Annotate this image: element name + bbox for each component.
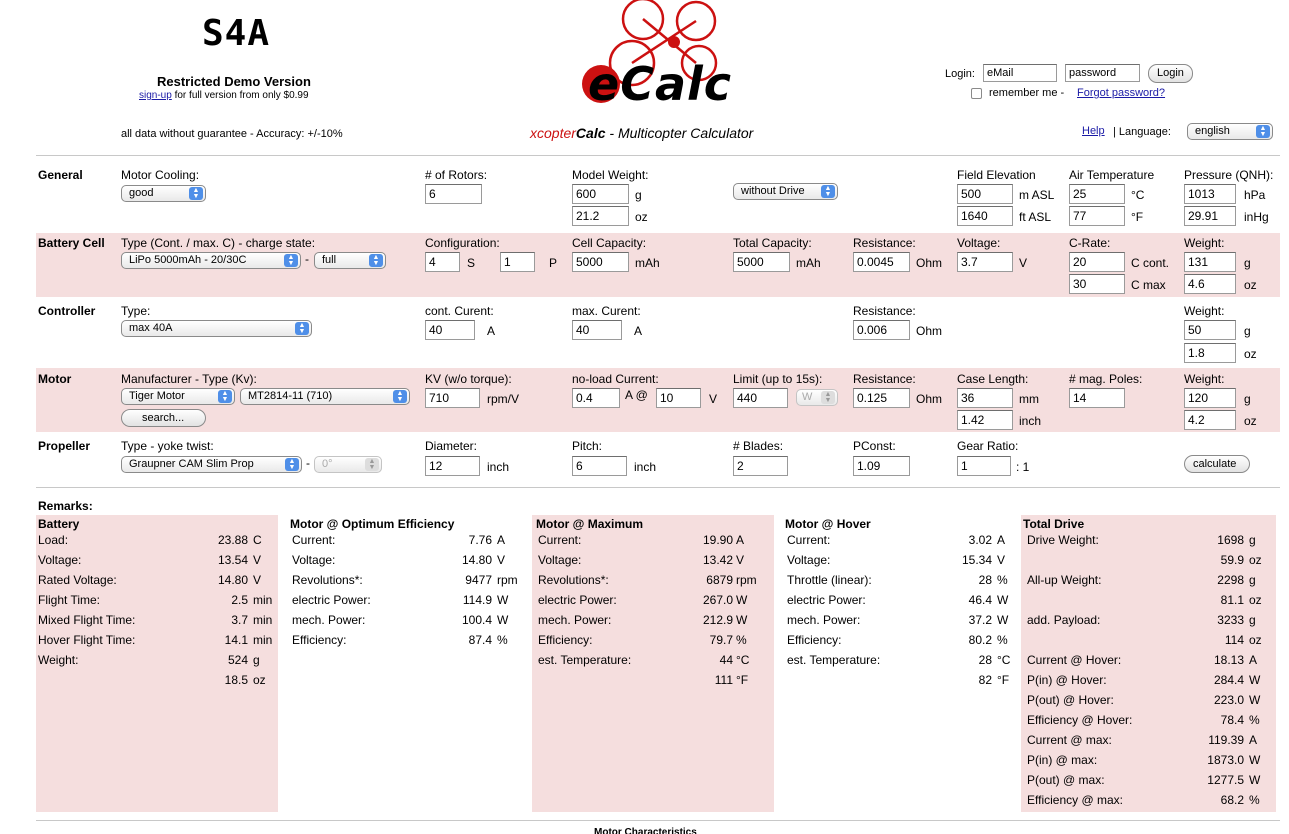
result-value: 14.80 (217, 573, 248, 587)
unit-oz: oz (635, 210, 648, 224)
cell-capacity-label: Cell Capacity: (572, 236, 647, 250)
language-select[interactable]: english ▲ ▼ (1187, 123, 1273, 140)
result-label: electric Power: (292, 593, 371, 607)
dash: - (306, 456, 310, 470)
prop-type-select[interactable]: Graupner CAM Slim Prop ▲ ▼ (121, 456, 302, 473)
result-value: 13.54 (217, 553, 248, 567)
result-unit: A (1249, 733, 1258, 747)
result-value: 114 (1224, 633, 1244, 647)
result-unit: oz (1249, 633, 1262, 647)
result-label: Load: (38, 533, 69, 547)
no-load-current-label: no-load Current: (572, 372, 659, 386)
result-label: mech. Power: (292, 613, 366, 627)
result-label: Voltage: (38, 553, 82, 567)
air-temperature-label: Air Temperature (1069, 168, 1155, 182)
result-value: 3.7 (231, 613, 248, 627)
result-unit: W (736, 593, 748, 607)
gear-ratio-label: Gear Ratio: (957, 439, 1019, 453)
result-unit: A (497, 533, 506, 547)
unit-mah: mAh (635, 256, 660, 270)
unit-mah-total: mAh (796, 256, 821, 270)
battery-weight-g-input[interactable]: 131 (1184, 252, 1236, 272)
result-label: Throttle (linear): (787, 573, 872, 587)
result-value: 111 (714, 673, 733, 687)
unit-a: A (487, 324, 496, 338)
battery-voltage-input[interactable]: 3.7 (957, 252, 1013, 272)
unit-inch: inch (487, 460, 510, 474)
chevron-updown-icon: ▲ ▼ (1256, 125, 1270, 138)
result-unit: oz (1249, 593, 1262, 607)
chevron-updown-icon: ▲ ▼ (821, 391, 835, 404)
battery-weight-oz-input[interactable]: 4.6 (1184, 274, 1236, 294)
case-length-label: Case Length: (957, 372, 1029, 386)
result-unit: % (997, 573, 1008, 587)
battery-resistance-label: Resistance: (853, 236, 916, 250)
result-value: 28 (978, 653, 992, 667)
result-label: P(out) @ Hover: (1027, 693, 1114, 707)
kv-label: KV (w/o torque): (425, 372, 512, 386)
result-unit: rpm (497, 573, 518, 587)
battery-results-title: Battery (38, 517, 80, 531)
section-label-motor: Motor (38, 372, 72, 386)
result-value: 1698 (1217, 533, 1244, 547)
result-value: 23.88 (217, 533, 248, 547)
result-value: 81.1 (1220, 593, 1244, 607)
unit-v: V (1019, 256, 1028, 270)
result-unit: g (253, 653, 260, 667)
diameter-input[interactable]: 12 (425, 456, 480, 476)
result-value: 6879 (706, 573, 733, 587)
signup-text: for full version from only $0.99 (174, 90, 309, 101)
result-unit: C (253, 533, 262, 547)
result-value: 59.9 (1220, 553, 1244, 567)
gear-ratio-input[interactable]: 1 (957, 456, 1011, 476)
pconst-label: PConst: (853, 439, 896, 453)
signup-line (139, 90, 309, 101)
result-label: Current @ max: (1027, 733, 1112, 747)
result-value: 80.2 (968, 633, 992, 647)
result-unit: V (253, 553, 262, 567)
result-value: 1277.5 (1207, 773, 1244, 787)
result-unit: W (497, 593, 509, 607)
unit-v: V (709, 392, 718, 406)
result-value: 284.4 (1213, 673, 1244, 687)
result-value: 223.0 (1213, 693, 1244, 707)
result-unit: V (736, 553, 745, 567)
result-label: P(in) @ Hover: (1027, 673, 1107, 687)
blades-input[interactable]: 2 (733, 456, 788, 476)
result-value: 1873.0 (1207, 753, 1244, 767)
total-results-title: Total Drive (1023, 517, 1085, 531)
yoke-twist-select[interactable]: 0° ▲ ▼ (314, 456, 382, 473)
result-value: 212.9 (702, 613, 733, 627)
result-unit: W (497, 613, 509, 627)
c-rate-max-input[interactable]: 30 (1069, 274, 1125, 294)
result-unit: W (1249, 673, 1261, 687)
result-label: Current: (787, 533, 831, 547)
drive-select[interactable]: without Drive ▲ ▼ (733, 183, 838, 200)
unit-c-cont: C cont. (1131, 256, 1170, 270)
header-divider (36, 155, 1280, 156)
total-capacity-input[interactable]: 5000 (733, 252, 790, 272)
controller-type-label: Type: (121, 304, 151, 318)
result-value: 46.4 (968, 593, 992, 607)
result-value: 18.5 (224, 673, 248, 687)
result-unit: % (997, 633, 1008, 647)
c-rate-cont-input[interactable]: 20 (1069, 252, 1125, 272)
result-unit: min (253, 613, 273, 627)
unit-celsius: °C (1131, 188, 1145, 202)
motor-cooling-select[interactable]: good ▲ ▼ (121, 185, 206, 202)
result-unit: °C (997, 653, 1011, 667)
unit-rpm-v: rpm/V (487, 392, 520, 406)
pitch-input[interactable]: 6 (572, 456, 627, 476)
case-length-inch-input[interactable]: 1.42 (957, 410, 1013, 430)
motor-weight-oz-input[interactable]: 4.2 (1184, 410, 1236, 430)
c-rate-label: C-Rate: (1069, 236, 1111, 250)
result-label: Mixed Flight Time: (38, 613, 136, 627)
controller-resistance-input[interactable]: 0.006 (853, 320, 910, 340)
result-unit: % (497, 633, 508, 647)
disclaimer: all data without guarantee - Accuracy: +/-10% (121, 128, 343, 140)
result-label: Weight: (38, 653, 79, 667)
rotors-input[interactable]: 6 (425, 184, 482, 204)
result-unit: W (997, 613, 1009, 627)
battery-type-label: Type (Cont. / max. C) - charge state: (121, 236, 316, 250)
field-elevation-m-input[interactable]: 500 (957, 184, 1013, 204)
unit-a-at: A @ (625, 388, 648, 402)
result-label: Revolutions*: (292, 573, 363, 587)
result-value: 19.90 (702, 533, 733, 547)
help-link[interactable]: Help (1082, 125, 1105, 137)
login-label: Login: (945, 68, 975, 80)
result-value: 3233 (1217, 613, 1244, 627)
chevron-updown-icon: ▲ ▼ (295, 322, 309, 335)
model-weight-g-input[interactable]: 600 (572, 184, 629, 204)
section-label-general: General (38, 168, 83, 182)
result-unit: W (997, 593, 1009, 607)
result-value: 28 (978, 573, 992, 587)
model-weight-oz-input[interactable]: 21.2 (572, 206, 629, 226)
max-current-input[interactable]: 40 (572, 320, 622, 340)
result-unit: W (736, 613, 748, 627)
charge-state-select[interactable]: full ▲ ▼ (314, 252, 386, 269)
motor-type-select[interactable]: MT2814-11 (710) ▲ ▼ (240, 388, 410, 405)
result-value: 68.2 (1220, 793, 1244, 807)
opt-results-title: Motor @ Optimum Efficiency (290, 517, 455, 531)
chevron-updown-icon: ▲ ▼ (218, 390, 232, 403)
air-temp-c-input[interactable]: 25 (1069, 184, 1125, 204)
result-value: 2298 (1217, 573, 1244, 587)
demo-title: Restricted Demo Version (157, 74, 311, 89)
result-unit: % (1249, 713, 1260, 727)
controller-weight-label: Weight: (1184, 304, 1225, 318)
unit-fahrenheit: °F (1131, 210, 1144, 224)
no-load-current-input[interactable]: 0.4 (572, 388, 620, 408)
chevron-updown-icon: ▲ ▼ (285, 458, 299, 471)
unit-ft-asl: ft ASL (1019, 210, 1052, 224)
pressure-inhg-input[interactable]: 29.91 (1184, 206, 1236, 226)
limit-input[interactable]: 440 (733, 388, 788, 408)
kv-input[interactable]: 710 (425, 388, 480, 408)
language-label: | Language: (1113, 126, 1171, 138)
result-unit: oz (1249, 553, 1262, 567)
field-elevation-label: Field Elevation (957, 168, 1036, 182)
battery-resistance-input[interactable]: 0.0045 (853, 252, 910, 272)
result-value: 9477 (465, 573, 492, 587)
controller-type-select[interactable]: max 40A ▲ ▼ (121, 320, 312, 337)
remember-label: remember me - (989, 87, 1065, 99)
limit-unit-select[interactable]: W ▲ ▼ (796, 389, 838, 406)
pconst-input[interactable]: 1.09 (853, 456, 910, 476)
result-label: est. Temperature: (787, 653, 881, 667)
result-label: mech. Power: (538, 613, 612, 627)
configuration-label: Configuration: (425, 236, 500, 250)
result-label: Revolutions*: (538, 573, 609, 587)
result-value: 87.4 (468, 633, 492, 647)
result-value: 82 (978, 673, 992, 687)
unit-g: g (1244, 324, 1251, 338)
battery-weight-label: Weight: (1184, 236, 1225, 250)
unit-inhg: inHg (1244, 210, 1269, 224)
gear-ratio-suffix: : 1 (1016, 460, 1030, 474)
demo-logo: S4A (202, 13, 271, 54)
battery-voltage-label: Voltage: (957, 236, 1001, 250)
result-label: All-up Weight: (1027, 573, 1102, 587)
chevron-updown-icon: ▲ ▼ (369, 254, 383, 267)
mag-poles-label: # mag. Poles: (1069, 372, 1143, 386)
result-value: 114.9 (462, 593, 492, 607)
total-capacity-label: Total Capacity: (733, 236, 812, 250)
result-value: 119.39 (1208, 733, 1244, 747)
result-unit: V (253, 573, 262, 587)
remember-checkbox[interactable] (971, 88, 982, 99)
chevron-updown-icon: ▲ ▼ (393, 390, 407, 403)
cell-capacity-input[interactable]: 5000 (572, 252, 629, 272)
result-label: Rated Voltage: (38, 573, 117, 587)
result-label: Efficiency: (538, 633, 593, 647)
unit-ohm: Ohm (916, 256, 943, 270)
motor-manufacturer-select[interactable]: Tiger Motor ▲ ▼ (121, 388, 235, 405)
config-p-input[interactable]: 1 (500, 252, 535, 272)
motor-characteristics-title: Motor Characteristics (594, 827, 697, 834)
result-label: P(out) @ max: (1027, 773, 1105, 787)
blades-label: # Blades: (733, 439, 784, 453)
result-value: 18.13 (1213, 653, 1244, 667)
hover-results-title: Motor @ Hover (785, 517, 871, 531)
section-label-controller: Controller (38, 304, 96, 318)
result-label: Efficiency @ Hover: (1027, 713, 1133, 727)
result-unit: °F (736, 673, 749, 687)
chevron-updown-icon: ▲ ▼ (189, 187, 203, 200)
limit-label: Limit (up to 15s): (733, 372, 823, 386)
pressure-label: Pressure (QNH): (1184, 168, 1274, 182)
result-value: 267.0 (702, 593, 733, 607)
brand-name: eCalc (588, 57, 733, 111)
result-unit: V (997, 553, 1006, 567)
unit-p: P (549, 256, 558, 270)
result-label: Current @ Hover: (1027, 653, 1122, 667)
result-unit: W (1249, 773, 1261, 787)
motor-search-button[interactable]: search... (121, 409, 206, 427)
result-label: Current: (538, 533, 582, 547)
result-label: P(in) @ max: (1027, 753, 1098, 767)
result-label: electric Power: (538, 593, 617, 607)
result-unit: W (1249, 753, 1261, 767)
controller-resistance-label: Resistance: (853, 304, 916, 318)
unit-inch: inch (1019, 414, 1042, 428)
calculate-button[interactable]: calculate (1184, 455, 1250, 473)
unit-m-asl: m ASL (1019, 188, 1055, 202)
result-unit: % (736, 633, 747, 647)
password-input[interactable]: password (1065, 64, 1140, 82)
rotors-label: # of Rotors: (425, 168, 488, 182)
max-current-label: max. Curent: (572, 304, 641, 318)
field-elevation-ft-input[interactable]: 1640 (957, 206, 1013, 226)
result-label: Efficiency @ max: (1027, 793, 1123, 807)
unit-c-max: C max (1131, 278, 1166, 292)
chevron-updown-icon: ▲ ▼ (365, 458, 379, 471)
result-value: 13.42 (702, 553, 733, 567)
chevron-updown-icon: ▲ ▼ (284, 254, 298, 267)
result-label: Voltage: (292, 553, 336, 567)
unit-g: g (1244, 392, 1251, 406)
unit-mm: mm (1019, 392, 1039, 406)
result-unit: g (1249, 573, 1256, 587)
pitch-label: Pitch: (572, 439, 603, 453)
result-value: 78.4 (1220, 713, 1244, 727)
section-label-propeller: Propeller (38, 439, 91, 453)
results-divider (36, 820, 1280, 821)
result-value: 7.76 (468, 533, 492, 547)
battery-type-select[interactable]: LiPo 5000mAh - 20/30C ▲ ▼ (121, 252, 301, 269)
result-unit: % (1249, 793, 1260, 807)
motor-cooling-label: Motor Cooling: (121, 168, 200, 182)
motor-weight-label: Weight: (1184, 372, 1225, 386)
result-unit: g (1249, 613, 1256, 627)
unit-oz: oz (1244, 278, 1257, 292)
result-label: Current: (292, 533, 336, 547)
unit-oz: oz (1244, 414, 1257, 428)
result-unit: V (497, 553, 506, 567)
result-value: 14.1 (224, 633, 248, 647)
motor-resistance-input[interactable]: 0.125 (853, 388, 910, 408)
signup-link[interactable]: sign-up (139, 90, 172, 101)
result-label: est. Temperature: (538, 653, 632, 667)
result-label: Efficiency: (292, 633, 347, 647)
result-label: Voltage: (538, 553, 582, 567)
result-value: 2.5 (231, 593, 248, 607)
result-unit: A (1249, 653, 1258, 667)
motor-manufacturer-label: Manufacturer - Type (Kv): (121, 372, 257, 386)
unit-oz: oz (1244, 347, 1257, 361)
result-unit: A (997, 533, 1006, 547)
forgot-password-link[interactable]: Forgot password? (1077, 87, 1166, 99)
config-s-input[interactable]: 4 (425, 252, 460, 272)
result-label: add. Payload: (1027, 613, 1101, 627)
result-value: 37.2 (968, 613, 992, 627)
result-value: 524 (227, 653, 248, 667)
result-value: 14.80 (461, 553, 492, 567)
result-label: electric Power: (787, 593, 866, 607)
result-unit: °F (997, 673, 1010, 687)
result-unit: g (1249, 533, 1256, 547)
result-label: Flight Time: (38, 593, 101, 607)
result-unit: min (253, 633, 273, 647)
result-unit: oz (253, 673, 266, 687)
air-temp-f-input[interactable]: 77 (1069, 206, 1125, 226)
result-value: 3.02 (968, 533, 992, 547)
unit-hpa: hPa (1244, 188, 1266, 202)
app-subtitle: xcopterCalc - Multicopter Calculator (530, 125, 754, 141)
result-value: 100.4 (461, 613, 492, 627)
model-weight-label: Model Weight: (572, 168, 649, 182)
result-unit: A (736, 533, 745, 547)
result-value: 44 (719, 653, 733, 667)
unit-ohm: Ohm (916, 324, 943, 338)
result-label: mech. Power: (787, 613, 861, 627)
controller-weight-g-input[interactable]: 50 (1184, 320, 1236, 340)
unit-g: g (635, 188, 642, 202)
result-unit: °C (736, 653, 750, 667)
mag-poles-input[interactable]: 14 (1069, 388, 1125, 408)
unit-a: A (634, 324, 643, 338)
section-label-battery: Battery Cell (38, 236, 105, 250)
result-label: Hover Flight Time: (38, 633, 136, 647)
result-value: 15.34 (961, 553, 992, 567)
result-unit: min (253, 593, 273, 607)
motor-resistance-label: Resistance: (853, 372, 916, 386)
unit-inch: inch (634, 460, 657, 474)
pressure-hpa-input[interactable]: 1013 (1184, 184, 1236, 204)
case-length-mm-input[interactable]: 36 (957, 388, 1013, 408)
dash: - (305, 252, 309, 266)
login-button[interactable]: Login (1148, 64, 1193, 83)
unit-s: S (467, 256, 476, 270)
prop-type-label: Type - yoke twist: (121, 439, 214, 453)
result-unit: W (1249, 693, 1261, 707)
result-unit: rpm (736, 573, 757, 587)
remarks-label: Remarks: (38, 499, 93, 513)
result-label: Voltage: (787, 553, 831, 567)
cont-current-label: cont. Curent: (425, 304, 494, 318)
form-divider (36, 487, 1280, 488)
result-value: 79.7 (709, 633, 733, 647)
max-results-title: Motor @ Maximum (536, 517, 644, 531)
unit-g: g (1244, 256, 1251, 270)
email-input[interactable]: eMail (983, 64, 1057, 82)
motor-weight-g-input[interactable]: 120 (1184, 388, 1236, 408)
diameter-label: Diameter: (425, 439, 478, 453)
no-load-voltage-input[interactable]: 10 (656, 388, 701, 408)
unit-ohm: Ohm (916, 392, 943, 406)
result-label: Drive Weight: (1027, 533, 1099, 547)
result-label: Efficiency: (787, 633, 842, 647)
chevron-updown-icon: ▲ ▼ (821, 185, 835, 198)
controller-weight-oz-input[interactable]: 1.8 (1184, 343, 1236, 363)
cont-current-input[interactable]: 40 (425, 320, 475, 340)
